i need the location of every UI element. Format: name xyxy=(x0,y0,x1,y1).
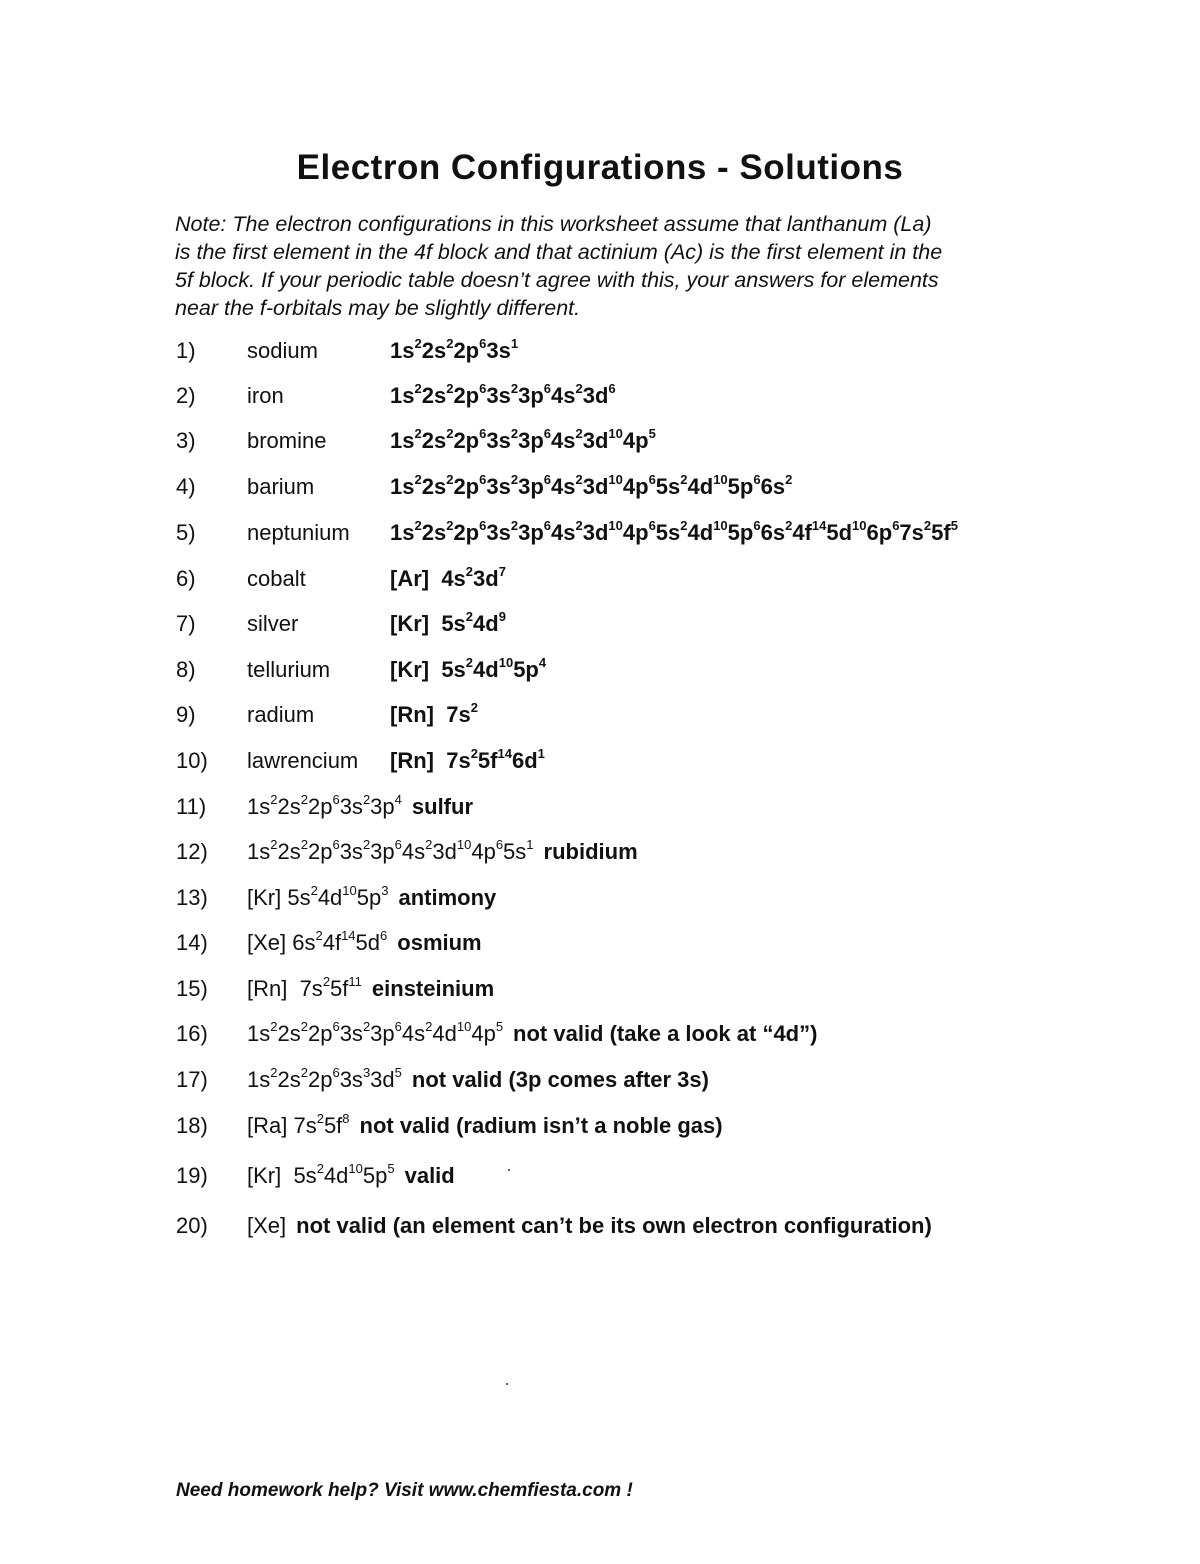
electron-configuration: $1s^22s^22p^63s^23p^64s^24d^{10}4p^5$ xyxy=(247,1019,504,1046)
item-number: 6) xyxy=(176,566,196,591)
note-line: 5f block. If your periodic table doesn’t agree with this, your answers for elements xyxy=(175,268,939,292)
item-number: 8) xyxy=(176,657,196,682)
configuration-and-answer xyxy=(247,930,482,956)
electron-configuration: $1s^22s^22p^63s^23p^64s^23d^{10}4p^65s^1$ xyxy=(247,837,534,864)
configuration-and-answer xyxy=(247,885,496,911)
electron-configuration: [Ar] $4s^23d^7$ xyxy=(390,564,506,591)
answer-text: valid xyxy=(404,1163,455,1188)
element-name: sodium xyxy=(247,338,318,363)
electron-configuration: $1s^22s^22p^63s^23p^64s^23d^6$ xyxy=(390,381,616,408)
element-name: tellurium xyxy=(247,657,331,682)
configuration-and-answer xyxy=(247,839,638,865)
item-number: 15) xyxy=(176,976,208,1001)
element-name: lawrencium xyxy=(247,748,359,773)
answer-text: rubidium xyxy=(543,839,638,864)
electron-configuration: [Kr] $5s^24d^{10}5p^5$ xyxy=(247,1161,395,1188)
item-number: 14) xyxy=(176,930,208,955)
footer-text: Need homework help? Visit www.chemfiesta.com ! xyxy=(176,1480,633,1501)
item-number: 9) xyxy=(176,702,196,727)
answer-text: einsteinium xyxy=(371,976,495,1001)
answer-text: osmium xyxy=(397,930,482,955)
electron-configuration: [Rn] $7s^2$ xyxy=(390,700,478,727)
electron-configuration: [Rn] $7s^25f^{11}$ xyxy=(247,974,362,1001)
configuration-and-answer xyxy=(247,1113,723,1139)
electron-configuration: [Rn] $7s^25f^{14}6d^1$ xyxy=(390,746,545,773)
element-name: bromine xyxy=(247,428,327,453)
electron-configuration: [Xe] $6s^24f^{14}5d^6$ xyxy=(247,928,388,955)
item-number: 20) xyxy=(176,1213,208,1238)
electron-configuration: $1s^22s^22p^63s^23p^64s^23d^{10}4p^65s^24d^{10}5p^66s^2$ xyxy=(390,472,793,499)
electron-configuration: $1s^22s^22p^63s^33d^5$ xyxy=(247,1065,402,1092)
configuration-and-answer xyxy=(247,976,494,1002)
item-number: 16) xyxy=(176,1021,208,1046)
electron-configuration: $1s^22s^22p^63s^23p^64s^23d^{10}4p^65s^24d^{10}5p^66s^24f^{14}5d^{10}6p^67s^25f^5$ xyxy=(390,518,958,545)
configuration-and-answer xyxy=(247,1213,932,1239)
electron-configuration: [Ra] $7s^25f^8$ xyxy=(247,1111,350,1138)
scan-speck xyxy=(508,1169,510,1171)
element-name: cobalt xyxy=(247,566,306,591)
item-number: 7) xyxy=(176,611,196,636)
element-name: iron xyxy=(247,383,284,408)
electron-configuration: [Kr] $5s^24d^{10}5p^3$ xyxy=(247,883,389,910)
electron-configuration: $1s^22s^22p^63s^23p^64s^23d^{10}4p^5$ xyxy=(390,426,656,453)
item-number: 11) xyxy=(176,794,207,819)
answer-text: not valid (radium isn’t a noble gas) xyxy=(359,1113,723,1138)
item-number: 2) xyxy=(176,383,196,408)
item-number: 18) xyxy=(176,1113,208,1138)
electron-configuration: [Xe] xyxy=(247,1213,287,1238)
electron-configuration: [Kr] $5s^24d^9$ xyxy=(390,609,506,636)
note-line: is the first element in the 4f block and that actinium (Ac) is the first element in the xyxy=(175,240,943,264)
element-name: barium xyxy=(247,474,315,499)
item-number: 10) xyxy=(176,748,208,773)
item-number: 17) xyxy=(176,1067,208,1092)
answer-text: antimony xyxy=(398,885,497,910)
note-paragraph xyxy=(175,210,1045,322)
element-name: radium xyxy=(247,702,315,727)
element-name: neptunium xyxy=(247,520,350,545)
answer-text: sulfur xyxy=(411,794,474,819)
answer-text: not valid (take a look at “4d”) xyxy=(513,1021,818,1046)
item-number: 5) xyxy=(176,520,196,545)
item-number: 12) xyxy=(176,839,208,864)
item-number: 19) xyxy=(176,1163,208,1188)
element-name: silver xyxy=(247,611,299,636)
scan-speck xyxy=(506,1383,508,1385)
item-number: 1) xyxy=(176,338,196,363)
note-line: Note: The electron configurations in this worksheet assume that lanthanum (La) xyxy=(175,212,932,236)
item-number: 13) xyxy=(176,885,208,910)
electron-configuration: $1s^22s^22p^63s^23p^4$ xyxy=(247,792,402,819)
configuration-and-answer xyxy=(247,794,473,820)
answer-text: not valid (3p comes after 3s) xyxy=(411,1067,709,1092)
item-number: 3) xyxy=(176,428,196,453)
item-number: 4) xyxy=(176,474,196,499)
electron-configuration: $1s^22s^22p^63s^1$ xyxy=(390,336,519,363)
configuration-and-answer xyxy=(247,1163,455,1189)
answer-text: not valid (an element can’t be its own electron configuration) xyxy=(296,1213,932,1238)
page-title: Electron Configurations - Solutions xyxy=(296,148,904,187)
configuration-and-answer xyxy=(247,1021,817,1047)
note-line: near the f-orbitals may be slightly different. xyxy=(175,296,581,320)
configuration-and-answer xyxy=(247,1067,709,1093)
electron-configuration: [Kr] $5s^24d^{10}5p^4$ xyxy=(390,655,547,682)
